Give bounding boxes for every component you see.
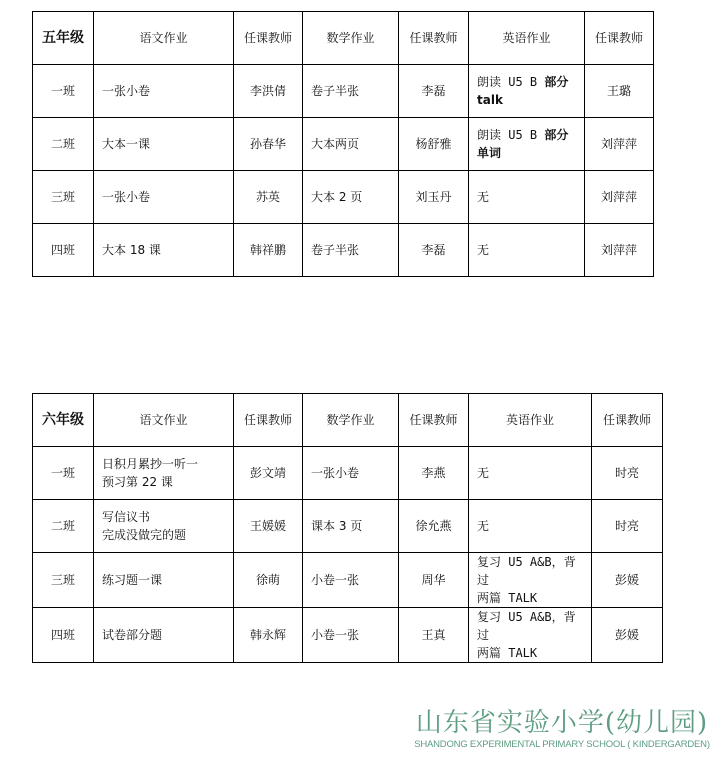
- chinese-homework: 一张小卷: [94, 65, 234, 118]
- table-row: [33, 608, 663, 663]
- math-homework: 小卷一张: [303, 608, 399, 663]
- table-row: [33, 224, 654, 277]
- chinese-teacher: 苏英: [234, 171, 303, 224]
- class-name: 四班: [33, 608, 94, 663]
- header-english-homework: 英语作业: [469, 12, 585, 65]
- math-teacher: 李磊: [399, 65, 469, 118]
- grade5-title: 五年级: [33, 12, 94, 65]
- english-homework-emphasis: 部分talk: [477, 75, 569, 107]
- header-english-teacher: 任课教师: [585, 12, 654, 65]
- grade5-homework-table: [32, 11, 654, 277]
- english-homework: [469, 65, 585, 118]
- math-teacher: 刘玉丹: [399, 171, 469, 224]
- header-math-teacher: 任课教师: [399, 12, 469, 65]
- chinese-teacher: 李洪倩: [234, 65, 303, 118]
- english-homework-line: 两篇 TALK: [477, 646, 538, 660]
- english-teacher: 王璐: [585, 65, 654, 118]
- class-name: 二班: [33, 500, 94, 553]
- chinese-homework-line: 试卷部分题: [102, 628, 163, 642]
- english-teacher: 时亮: [592, 447, 663, 500]
- english-homework: [469, 171, 585, 224]
- table-row: [33, 500, 663, 553]
- table-row: [33, 553, 663, 608]
- chinese-teacher: 孙春华: [234, 118, 303, 171]
- english-homework-text: 朗读 U5 B: [477, 128, 545, 142]
- math-teacher: 王真: [399, 608, 469, 663]
- chinese-teacher: 王媛媛: [234, 500, 303, 553]
- grade5-header-row: [33, 12, 654, 65]
- chinese-teacher: 彭文靖: [234, 447, 303, 500]
- grade6-header-row: [33, 394, 663, 447]
- math-homework: 卷子半张: [303, 65, 399, 118]
- math-teacher: 李燕: [399, 447, 469, 500]
- header-english-homework: 英语作业: [469, 394, 592, 447]
- english-homework-line: 无: [477, 519, 490, 533]
- chinese-homework-line: 练习题一课: [102, 573, 163, 587]
- english-homework-text: 无: [477, 243, 490, 257]
- chinese-homework: [94, 608, 234, 663]
- chinese-homework: [94, 553, 234, 608]
- class-name: 一班: [33, 447, 94, 500]
- header-chinese-teacher: 任课教师: [234, 12, 303, 65]
- grade6-title: 六年级: [33, 394, 94, 447]
- english-homework-line: 两篇 TALK: [477, 591, 538, 605]
- math-teacher: 徐允燕: [399, 500, 469, 553]
- english-teacher: 彭媛: [592, 608, 663, 663]
- math-homework: 卷子半张: [303, 224, 399, 277]
- english-homework-text: 朗读 U5 B: [477, 75, 545, 89]
- chinese-homework-line: 预习第 22 课: [102, 475, 173, 489]
- header-chinese-teacher: 任课教师: [234, 394, 303, 447]
- chinese-homework-line: 日积月累抄一听一: [102, 457, 199, 471]
- school-logo-english-name: SHANDONG EXPERIMENTAL PRIMARY SCHOOL ( KINDERGARDEN): [414, 739, 710, 750]
- math-teacher: 李磊: [399, 224, 469, 277]
- english-homework: [469, 553, 592, 608]
- chinese-homework: 大本一课: [94, 118, 234, 171]
- class-name: 一班: [33, 65, 94, 118]
- english-homework: [469, 447, 592, 500]
- math-homework: 一张小卷: [303, 447, 399, 500]
- english-teacher: 刘萍萍: [585, 118, 654, 171]
- header-chinese-homework: 语文作业: [94, 12, 234, 65]
- english-homework-line: 复习 U5 A&B，背过: [477, 555, 576, 587]
- math-teacher: 周华: [399, 553, 469, 608]
- math-homework: 课本 3 页: [303, 500, 399, 553]
- table-row: [33, 118, 654, 171]
- class-name: 三班: [33, 171, 94, 224]
- english-homework-line: 无: [477, 466, 490, 480]
- english-teacher: 刘萍萍: [585, 171, 654, 224]
- table-row: [33, 447, 663, 500]
- math-homework: 小卷一张: [303, 553, 399, 608]
- header-math-teacher: 任课教师: [399, 394, 469, 447]
- chinese-teacher: 韩永辉: [234, 608, 303, 663]
- english-teacher: 时亮: [592, 500, 663, 553]
- school-logo-chinese-name: 山东省实验小学(幼儿园): [415, 708, 709, 738]
- chinese-teacher: 韩祥鹏: [234, 224, 303, 277]
- math-homework: 大本两页: [303, 118, 399, 171]
- chinese-homework-line: 完成没做完的题: [102, 528, 187, 542]
- chinese-teacher: 徐萌: [234, 553, 303, 608]
- math-homework: 大本 2 页: [303, 171, 399, 224]
- english-homework: [469, 118, 585, 171]
- table-row: [33, 65, 654, 118]
- chinese-homework: [94, 447, 234, 500]
- chinese-homework-line: 写信议书: [102, 510, 151, 524]
- class-name: 二班: [33, 118, 94, 171]
- english-homework: [469, 500, 592, 553]
- chinese-homework: 一张小卷: [94, 171, 234, 224]
- class-name: 四班: [33, 224, 94, 277]
- english-homework-text: 无: [477, 190, 490, 204]
- header-math-homework: 数学作业: [303, 12, 399, 65]
- header-chinese-homework: 语文作业: [94, 394, 234, 447]
- english-homework-line: 复习 U5 A&B，背过: [477, 610, 576, 642]
- grade6-homework-table: [32, 393, 663, 663]
- english-homework: [469, 608, 592, 663]
- header-math-homework: 数学作业: [303, 394, 399, 447]
- chinese-homework: 大本 18 课: [94, 224, 234, 277]
- school-logo: [414, 708, 710, 758]
- math-teacher: 杨舒雅: [399, 118, 469, 171]
- table-row: [33, 171, 654, 224]
- chinese-homework: [94, 500, 234, 553]
- english-homework-emphasis: 部分单词: [477, 128, 569, 160]
- english-homework: [469, 224, 585, 277]
- english-teacher: 刘萍萍: [585, 224, 654, 277]
- header-english-teacher: 任课教师: [592, 394, 663, 447]
- english-teacher: 彭媛: [592, 553, 663, 608]
- class-name: 三班: [33, 553, 94, 608]
